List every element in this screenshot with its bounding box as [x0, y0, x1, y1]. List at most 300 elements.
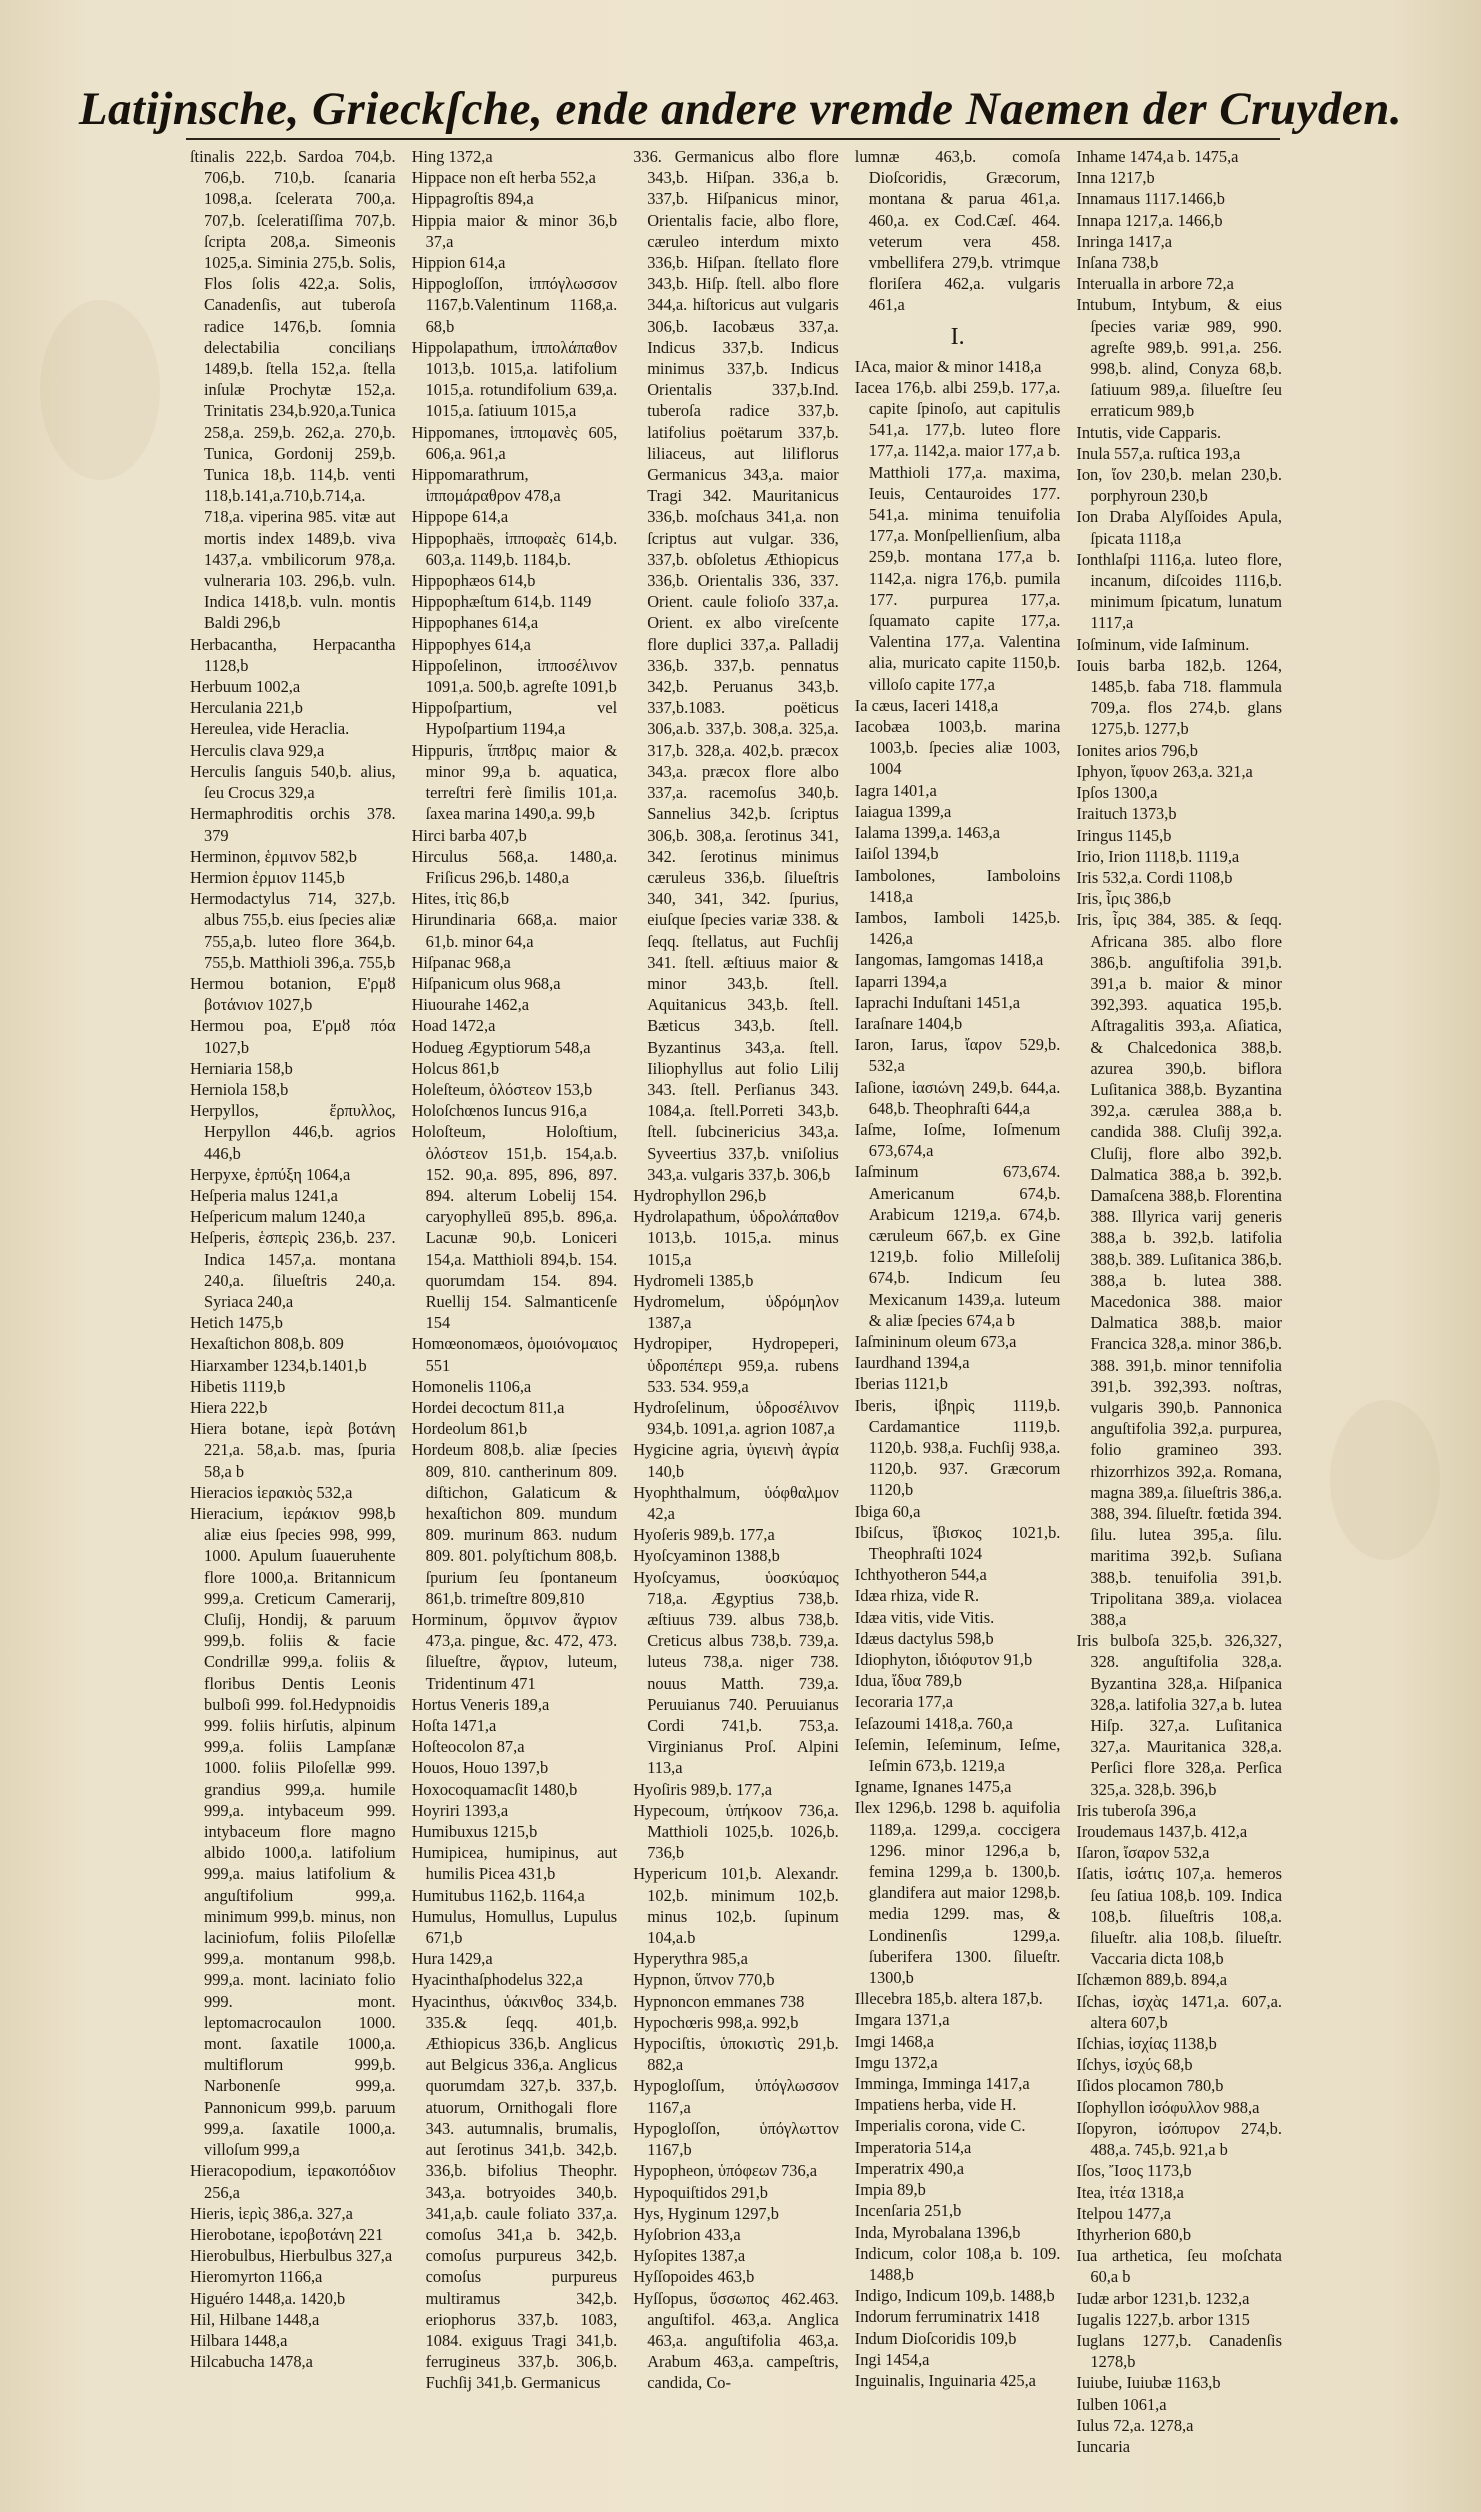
entry-headword: Idæa vitis, vide Vitis. [854, 1607, 995, 1627]
entry-references: 249,b. 644,a. 648,b. Theophraſti 644,a [868, 1077, 1061, 1118]
index-entry [855, 695, 1061, 716]
entry-headword: Imperatrix [854, 2158, 924, 2178]
entry-headword: Hippomanes, ἱππομανὲς [411, 422, 578, 442]
index-entry [633, 2288, 839, 2394]
entry-references: 1373,b [1131, 804, 1177, 824]
entry-headword: Idiophyton, ἰδιόφυτον [854, 1650, 1000, 1670]
index-entry [412, 167, 618, 188]
entry-references: 1401,a [892, 780, 937, 800]
entry-headword: Imminga, Imminga [854, 2074, 982, 2094]
entry-headword: Hyſopites [633, 2246, 697, 2266]
entry-references: 222,b [230, 1397, 268, 1417]
entry-references: 1064,a [306, 1164, 351, 1184]
entry-headword: Imperialis corona, vide C. [854, 2116, 1026, 2136]
index-entry [855, 2031, 1061, 2052]
entry-headword: Hypoquiſtidos [633, 2182, 727, 2202]
entry-references: 1394,a [902, 971, 947, 991]
entry-references: 1013,b. 1015,a. latifolium 1015,a. rotundifolium 639,a. 1015,a. ſatiuum 1015,a [425, 359, 618, 421]
entry-headword: Iroudemaus [1076, 1822, 1154, 1842]
entry-headword: Ieſazoumi [854, 1713, 921, 1733]
entry-headword: Indicum, color [854, 2243, 957, 2263]
entry-references: 540,b. alius, ſeu Crocus 329,a [204, 761, 396, 803]
entry-headword: Hoſta [411, 1716, 449, 1736]
entry-headword: Hippagroſtis [411, 189, 494, 209]
index-entry [633, 1863, 839, 1948]
entry-references: 894,a [497, 189, 534, 209]
entry-headword: Hiſpanac [411, 952, 471, 972]
entry-references: 1472,a [451, 1016, 496, 1036]
index-entry [855, 146, 1061, 316]
index-entry [1076, 506, 1282, 548]
entry-references: 1372,a [893, 2052, 938, 2072]
index-entry [412, 888, 618, 909]
index-entry [1076, 464, 1282, 506]
index-entry [1076, 273, 1282, 294]
index-entry [855, 949, 1061, 970]
entry-headword: Hieris, ἱερὶς [190, 2203, 269, 2223]
entry-headword: Hypociſtis, ὑποκιστὶς [633, 2034, 784, 2054]
entry-references: 861,b [490, 1419, 528, 1439]
entry-headword: Hieracium, ἱεράκιον [190, 1504, 340, 1523]
entry-references: 478,a [524, 486, 561, 506]
index-entry [190, 1355, 396, 1376]
index-entry [1076, 655, 1282, 740]
entry-references: 386,a. 327,a [272, 2203, 353, 2223]
entry-references: 433,a [704, 2224, 741, 2244]
entry-references: 1217,b [1109, 168, 1155, 188]
entry-headword: Intubum, Intybum, & eius ſpecies variæ [1076, 295, 1282, 336]
entry-headword: Herpyxe, ἑρπύξη [190, 1164, 302, 1184]
entry-headword: Hortus Veneris [411, 1694, 510, 1714]
entry-references: 1418,a [954, 695, 999, 715]
entry-references: 1448,a [243, 2330, 288, 2350]
index-entry [633, 2224, 839, 2245]
entry-references: 568,a. 1480,a. Friſicus 296,b. 1480,a [425, 846, 618, 887]
entry-headword: Impia [854, 2180, 894, 2200]
entry-headword: Iberis, ἰβηρὶς [854, 1395, 975, 1415]
entry-references: 1117.1466,b [1144, 189, 1225, 209]
entry-headword: Hypecoum, ὑπήκοον [633, 1800, 783, 1820]
entry-headword: Iua arthetica, ſeu moſchata [1076, 2246, 1282, 2266]
index-entry [633, 1800, 839, 1864]
index-entry [1076, 2436, 1282, 2457]
entry-headword: Herculis clava [190, 740, 285, 760]
entry-references: 1061,a [1122, 2394, 1167, 2414]
entry-references: 1215,b [492, 1822, 538, 1842]
entry-references: 1027,b [267, 995, 313, 1015]
entry-headword: Hydrolapathum, ὑδρολάπαθον [633, 1207, 839, 1227]
entry-references: 557,a. ruſtica 193,a [1114, 443, 1241, 463]
entry-headword: Horminum, ὅρμινον ἄγριον [411, 1610, 618, 1630]
entry-references: 322,a [546, 1970, 583, 1990]
entry-references: 1145,b [300, 867, 345, 887]
entry-headword: Hydromeli [633, 1270, 705, 1290]
index-columns [190, 146, 1282, 2472]
index-entry [855, 971, 1061, 992]
entry-references: 263,a. 321,a [1172, 761, 1253, 781]
entry-headword: Iberias [854, 1374, 900, 1394]
entry-headword: Hoyriri [411, 1800, 460, 1820]
index-entry [190, 676, 396, 697]
entry-headword: Igname, Ignanes [854, 1777, 964, 1797]
entry-headword: Hermaphroditis orchis [190, 804, 350, 824]
entry-headword: Herniola [190, 1079, 248, 1099]
index-entry [412, 210, 618, 252]
index-entry [190, 2245, 396, 2266]
index-entry [1076, 2182, 1282, 2203]
entry-headword: Inula [1076, 443, 1111, 463]
entry-references: 1217,a. 1466,b [1125, 210, 1223, 230]
entry-headword: Hippophæſtum [411, 592, 510, 612]
index-entry [190, 888, 396, 973]
index-entry [1076, 2330, 1282, 2372]
index-column-3 [633, 146, 839, 2472]
entry-references: 1471,a [452, 1716, 497, 1736]
entry-references: 780,b [1186, 2076, 1224, 2096]
index-entry [633, 2245, 839, 2266]
entry-headword: Iſopyron, ἰσόπυρον [1076, 2118, 1220, 2138]
entry-headword: Hippogloſſon, ἱππόγλωσσον [411, 274, 618, 294]
entry-references: 529,b. 532,a [868, 1035, 1061, 1076]
index-entry [633, 1333, 839, 1397]
entry-references: 140,b [647, 1461, 685, 1481]
index-entry [412, 973, 618, 994]
entry-references: 1300,a [1113, 783, 1158, 803]
entry-headword: Innamaus [1076, 189, 1141, 209]
index-entry [1076, 846, 1282, 867]
index-entry [190, 1376, 396, 1397]
paper-stain [40, 300, 160, 480]
entry-headword: Idua, ἴδυα [854, 1671, 921, 1691]
entry-references: 177,a [917, 1692, 954, 1712]
entry-headword: Hiuourahe [411, 995, 481, 1015]
index-entry [855, 907, 1061, 949]
index-entry [855, 2200, 1061, 2221]
index-entry [190, 2351, 396, 2372]
index-entry [412, 1333, 618, 1375]
entry-references: 1372,a [448, 147, 493, 166]
index-entry [412, 1757, 618, 1778]
entry-references: 1167,b [647, 2140, 692, 2160]
index-entry [855, 1988, 1061, 2009]
index-entry [633, 2075, 839, 2117]
entry-references: 463,b [717, 2267, 755, 2287]
entry-references: 1418,a [997, 356, 1042, 376]
index-entry [190, 867, 396, 888]
entry-references: 296,b [729, 1185, 767, 1205]
entry-headword: Iphyon, ἴφυον [1076, 761, 1169, 781]
index-entry [412, 909, 618, 951]
index-entry [855, 1691, 1061, 1712]
entry-references: 236,b. 237. Indica 1457,a. montana 240,a. ſilueſtris 240,a. Syriaca 240,a [204, 1228, 396, 1311]
index-entry [1076, 1800, 1282, 1821]
entry-headword: Hypericum [633, 1864, 707, 1884]
entry-references: 738 [779, 1991, 805, 2011]
entry-headword: Hyacinthus, ὑάκινθος [411, 1991, 563, 2011]
index-entry [412, 570, 618, 591]
index-entry [190, 2203, 396, 2224]
entry-headword: Hyophthalmum, ὑόφθαλμον [633, 1482, 839, 1502]
entry-references: 598,b [956, 1628, 994, 1648]
entry-references: 1003,b. marina 1003,b. ſpecies aliæ 1003, 1004 [868, 717, 1061, 779]
entry-headword: Hermou poa, Ε'ρμȣ πόα [190, 1016, 396, 1036]
index-entry [633, 1482, 839, 1524]
entry-headword: Higuéro [190, 2288, 244, 2308]
entry-references: 327,a [356, 2246, 393, 2266]
entry-references: 396,a [1160, 1800, 1197, 1820]
entry-headword: Herbacantha, Herpacantha [190, 634, 396, 654]
entry-references: 668,a. maior 61,b. minor 64,a [425, 910, 618, 951]
entry-references: 274,b. 488,a. 745,b. 921,a b [1090, 2118, 1282, 2160]
index-entry [412, 1779, 618, 1800]
index-entry [412, 1948, 618, 1969]
index-entry [190, 146, 396, 634]
entry-headword: Hoxocoquamacſit [411, 1779, 529, 1799]
entry-references: 1448,a [275, 2309, 320, 2329]
entry-references: 1471,a. 607,a. altera 607,b [1090, 1991, 1282, 2032]
entry-headword: Herculis ſanguis [190, 761, 302, 781]
index-entry [1076, 2160, 1282, 2181]
entry-headword: Iulus [1076, 2415, 1110, 2435]
index-entry [855, 1161, 1061, 1331]
entry-headword: Iugalis [1076, 2309, 1121, 2329]
entry-headword: Iuiube, Iuiubæ [1076, 2373, 1172, 2393]
entry-references: 256,a [204, 2182, 240, 2202]
index-entry [855, 356, 1061, 377]
entry-references: 1091,a. 500,b. agreſte 1091,b [425, 677, 617, 697]
entry-headword: Iris [1076, 867, 1099, 887]
index-entry [855, 2094, 1061, 2115]
entry-references: 109,b [979, 2328, 1017, 2348]
index-entry [855, 716, 1061, 780]
entry-headword: Hippophanes [411, 613, 499, 633]
entry-headword: Inguinalis, Inguinaria [854, 2370, 996, 2390]
entry-headword: Iris, ἶρις [1076, 889, 1130, 909]
entry-headword: Hiſpanicum olus [411, 973, 521, 993]
index-entry [1076, 1991, 1282, 2033]
entry-headword: Hyacinthaſphodelus [411, 1970, 543, 1990]
index-entry [1076, 146, 1282, 167]
entry-headword: Ilex [854, 1798, 881, 1818]
index-entry [1076, 2372, 1282, 2393]
index-entry [633, 2266, 839, 2287]
entry-references: 988,a [1223, 2097, 1260, 2117]
entry-references: 1388,b [734, 1546, 780, 1566]
index-entry [1076, 167, 1282, 188]
entry-headword: Hygicine agria, ὑγιεινὴ ἀγρία [633, 1440, 839, 1460]
entry-headword: Ion Draba Alyſſoides Apula, ſpicata [1076, 507, 1282, 548]
entry-references: 176,b. albi 259,b. 177,a. capite ſpinoſo, aut capitulis 541,a. 177,b. luteo flore 177,a. 1142,a. maior 177,a b. Matthioli 177,a. maxima, Ieuis, Centauroides 177. 541,a. minima tenuifolia 177,a. Monſpellienſium, alba 259,b. montana 177,a b. 1142,a. nigra 176,b. pumila 177. purpurea 177,a. ſquamato capite 177,a. Valentina 177,a. Valentina alia, muricato capite 1150,b. villoſo capite 177,a [868, 377, 1061, 694]
entry-references: 1121,b [903, 1374, 948, 1394]
index-entry [1076, 909, 1282, 1630]
entry-headword: Iſos, Ἴσος [1076, 2161, 1143, 2181]
index-entry [1076, 1821, 1282, 1842]
index-entry [1076, 252, 1282, 273]
entry-headword: Iſatis, ἰσάτις [1076, 1864, 1164, 1884]
entry-headword: Idæa rhiza, vide R. [854, 1586, 980, 1606]
entry-headword: Ithyrherion [1076, 2224, 1151, 2244]
entry-references: 431,b [518, 1864, 556, 1884]
entry-references: 336. Germanicus albo flore 343,b. Hiſpan. 336,a b. 337,b. Hiſpanicus minor, Orientalis facie, albo flore, cæruleo interdum mixto 336,b. Hiſpan. ſtellato flore 343,b. Hiſp. ſtell. albo flore 344,a. hiſtoricus aut vulgaris 306,b. Iacobæus 337,a. Indicus 337,b. Indicus minimus 337,b. Indicus Orientalis 337,b.Ind. tuberoſa radice 337,b. latifolius poëtarum 337,b. liliaceus, aut liliflorus Germanicus 343,a. maior Tragi 342. Mauritanicus 336,b. moſchaus 341,a. non ſcriptus aut vulgar. 336, 337,b. obſoletus Æthiopicus 336,b. Orientalis 336, 337. Orient. caule folioſo 337,a. Orient. ex albo vireſcente flore duplici 337,a. Palladij 336,b. 337,b. pennatus 342,b. Peruanus 343,b. 337,b.1083. poëticus 306,a.b. 337,b. 308,a. 325,a. 317,b. 328,a. 402,b. præcox 343,a. præcox flore albo 337,a. racemoſus 340,b. Sannelius 342,b. ſcriptus 306,b. 308,a. ſerotinus 341, 342. ſerotinus minimus cæruleus 336,b. ſilueſtris 340, 341, 342. ſpurius, eiuſque ſpecies variæ 338. & ſeqq. ſtellatus, aut Fuchſij 341. ſtell. æſtiuus maior & minor 343,b. ſtell. Aquitanicus 343,b. ſtell. Bæticus 343,b. ſtell. Byzantinus 343,a. ſtell. Iiliophyllus aut folio Lilij 343. ſtell. Perſianus 343. 1084,a. ſtell.Porreti 343,b. ſtell. ſubcinericius 343,a. Syveertius 337,b. vniſolius 343,a. vulgaris 337,b. 306,b [633, 147, 839, 1184]
entry-references: 490,a [928, 2158, 965, 2178]
index-entry [412, 1715, 618, 1736]
entry-references: 614,b [498, 571, 536, 591]
entry-headword: Holcus [411, 1058, 459, 1078]
index-entry [855, 2349, 1061, 2370]
entry-references: 614,a [502, 613, 539, 633]
index-entry [412, 1906, 618, 1948]
entry-references: 158,b [256, 1058, 293, 1078]
entry-references: 552,a [559, 168, 596, 188]
entry-references: 1241,a [293, 1185, 338, 1205]
entry-references: 582,b [320, 846, 357, 866]
entry-headword: Iris, ἶρις [1076, 910, 1137, 930]
entry-references: 1145,b [1126, 825, 1172, 845]
index-entry [412, 146, 618, 167]
index-entry [190, 718, 396, 739]
entry-headword: Iaron, Iarus, ἴαρον [854, 1035, 1002, 1055]
entry-headword: Iſaron, ἴσαρον [1076, 1843, 1170, 1863]
index-entry [190, 2309, 396, 2330]
index-entry [412, 1609, 618, 1694]
entry-headword: Hippion [411, 253, 466, 273]
entry-references: 796,b [1161, 740, 1198, 760]
entry-references: 87,a [496, 1737, 525, 1757]
entry-references: 1231,b. 1232,a [1151, 2288, 1250, 2308]
entry-references: 425,a [1000, 2370, 1036, 2390]
entry-headword: Hiera botane, ἱερὰ βοτάνη [190, 1419, 396, 1439]
entry-references: 1399,a [907, 801, 952, 821]
entry-references: 929,a [288, 740, 325, 760]
index-entry [855, 1585, 1061, 1606]
entry-references: 673,674,a [868, 1141, 934, 1161]
index-entry [412, 1015, 618, 1036]
entry-headword: Ion, ἴον [1076, 465, 1132, 485]
index-entry [1076, 1630, 1282, 1800]
entry-headword: Iſchys, ἰσχύς [1076, 2055, 1160, 2075]
entry-references: 1399,a. 1463,a [903, 823, 1000, 843]
entry-headword: Iaraſnare [854, 1013, 914, 1033]
entry-references: 108,a b. 109. 1488,b [868, 2243, 1061, 2284]
entry-headword: Hermion ἑρμιον [190, 867, 297, 887]
entry-references: 1021,b. Theophraſti 1024 [868, 1522, 1061, 1563]
index-entry [412, 612, 618, 633]
entry-headword: Iaurdhand [854, 1353, 922, 1373]
entry-headword: Humipicea, humipinus, aut humilis Picea [411, 1843, 618, 1884]
entry-references: 60,a b [1090, 2267, 1131, 2287]
entry-references: 1194,a [521, 719, 566, 739]
entry-headword: Ipſos [1076, 783, 1110, 803]
index-entry [633, 1270, 839, 1291]
entry-references: 230,b. melan 230,b. porphyroun 230,b [1090, 465, 1282, 506]
entry-references: 673,b. 1219,a [915, 1756, 1005, 1776]
entry-headword: Hypogloſſum, ὑπόγλωσσον [633, 2076, 839, 2096]
index-entry [855, 1776, 1061, 1797]
index-entry [855, 843, 1061, 864]
entry-references: 1119,b [241, 1376, 286, 1396]
index-entry [855, 2328, 1061, 2349]
entry-headword: Hieracopodium, ἱερακοπόδιον [190, 2161, 396, 2181]
entry-references: 1385,b [708, 1270, 754, 1290]
index-entry [855, 1670, 1061, 1691]
entry-references: 1394,a [925, 1353, 970, 1373]
index-entry [855, 2158, 1061, 2179]
entry-headword: Hypopheon, ὑπόφεων [633, 2161, 777, 2181]
entry-references: 1027,b [204, 1037, 250, 1057]
index-entry [190, 1079, 396, 1100]
index-entry [190, 761, 396, 803]
entry-headword: Ionites arios [1076, 740, 1157, 760]
entry-headword: Humibuxus [411, 1822, 489, 1842]
entry-headword: Hirculus [411, 846, 469, 866]
entry-headword: Indum Dioſcoridis [854, 2328, 976, 2348]
entry-headword: Iecoraria [854, 1692, 914, 1712]
entry-references: 1397,b [503, 1758, 549, 1778]
entry-references: 334,b. 335.& ſeqq. 401,b. Æthiopicus 336,b. Anglicus aut Belgicus 336,a. Anglicus quorumdam 327,b. 337,b. atuorum, Ornithogali flore 343. autumnalis, brumalis, aut ſerotinus 341,b. 342,b. 336,b. bifolius Theophr. 343,a. botryoides 340,b. 341,a,b. caule foliato 337,a. comoſus 341,a b. 342,b. comoſus purpureus 342,b. comoſus purpureus multiramus 342,b. eriophorus 337,b. 1083, 1084. exiguus Tragi 341,b. ferrugineus 337,b. 306,b. Fuchſij 341,b. Germanicus [425, 1991, 618, 2393]
index-entry [855, 1501, 1061, 1522]
entry-references: 1425,b. 1426,a [868, 907, 1061, 949]
entry-headword: Hydroſelinum, ὑδροσέλινον [633, 1397, 839, 1417]
index-entry [190, 803, 396, 845]
index-entry [633, 1948, 839, 1969]
entry-headword: Hieromyrton [190, 2267, 275, 2287]
entry-headword: Homonelis [411, 1376, 484, 1396]
entry-references: 72,a. 1278,a [1113, 2415, 1194, 2435]
entry-references: 325,b. 326,327, 328. anguſtifolia 328,a. Byzantina 328,a. Hiſpanica 328,a. latifolia 327,a b. lutea Hiſp. 327,a. Luſitanica 327,a. Mauritanica 328,a. Perſici flore 328,a. Perſica 325,a. 328,b. 396,b [1090, 1631, 1282, 1799]
entry-headword: Inringa [1076, 231, 1124, 251]
entry-references: 736,a. Matthioli 1025,b. 1026,b. 736,b [647, 1800, 839, 1863]
entry-headword: Hippoſpartium, vel Hypoſpartium [411, 698, 618, 739]
entry-references: 959,a. rubens 533. 534. 959,a [647, 1355, 839, 1396]
entry-references: 789,b [925, 1671, 962, 1691]
index-entry [1076, 2203, 1282, 2224]
entry-headword: Imgara [854, 2010, 902, 2030]
entry-headword: Innapa [1076, 210, 1121, 230]
index-entry [412, 1397, 618, 1418]
entry-headword: Iaiſol [854, 844, 890, 864]
index-entry [1076, 2394, 1282, 2415]
entry-headword: Iris tuberoſa [1076, 1800, 1157, 1820]
entry-references: 1167,a [647, 2097, 691, 2117]
index-entry [1076, 2075, 1282, 2096]
index-entry [1076, 782, 1282, 803]
entry-references: 514,a [935, 2137, 972, 2157]
entry-references: maior & minor 99,a b. aquatica, terreſtri ferè ſimilis 101,a. ſaxea marina 1490,a. 99,b [425, 740, 618, 824]
entry-headword: Iaſminum [854, 1162, 919, 1182]
entry-references: 1418,a [868, 886, 913, 906]
index-entry [1076, 1842, 1282, 1863]
entry-headword: Hodueg Ægyptiorum [411, 1037, 551, 1057]
entry-references: 1162,b. 1164,a [488, 1885, 585, 1905]
index-entry [190, 1185, 396, 1206]
entry-references: 221 [358, 2224, 384, 2244]
entry-references: 532,a [1173, 1843, 1210, 1863]
index-entry [190, 973, 396, 1015]
entry-headword: Hexaſtichon [190, 1334, 271, 1354]
index-entry [855, 2285, 1061, 2306]
entry-references: 378. 379 [204, 804, 396, 845]
index-entry [190, 740, 396, 761]
entry-references: 770,b [737, 1970, 775, 1990]
entry-references: 1396,b [975, 2222, 1021, 2242]
index-entry [412, 994, 618, 1015]
entry-headword: Hetich [190, 1313, 234, 1333]
index-entry [633, 1991, 839, 2012]
entry-headword: Hermou botanion, Ε'ρμȣ βοτάνιον [190, 973, 396, 1015]
entry-references: 1119,b. Cardamantice 1119,b. 1120,b. 938,a. Fuchſij 938,a. 1120,b. 937. Græcorum 1120,b [868, 1395, 1061, 1500]
index-entry [633, 2182, 839, 2203]
entry-references: 446,b. agrios 446,b [204, 1122, 396, 1163]
